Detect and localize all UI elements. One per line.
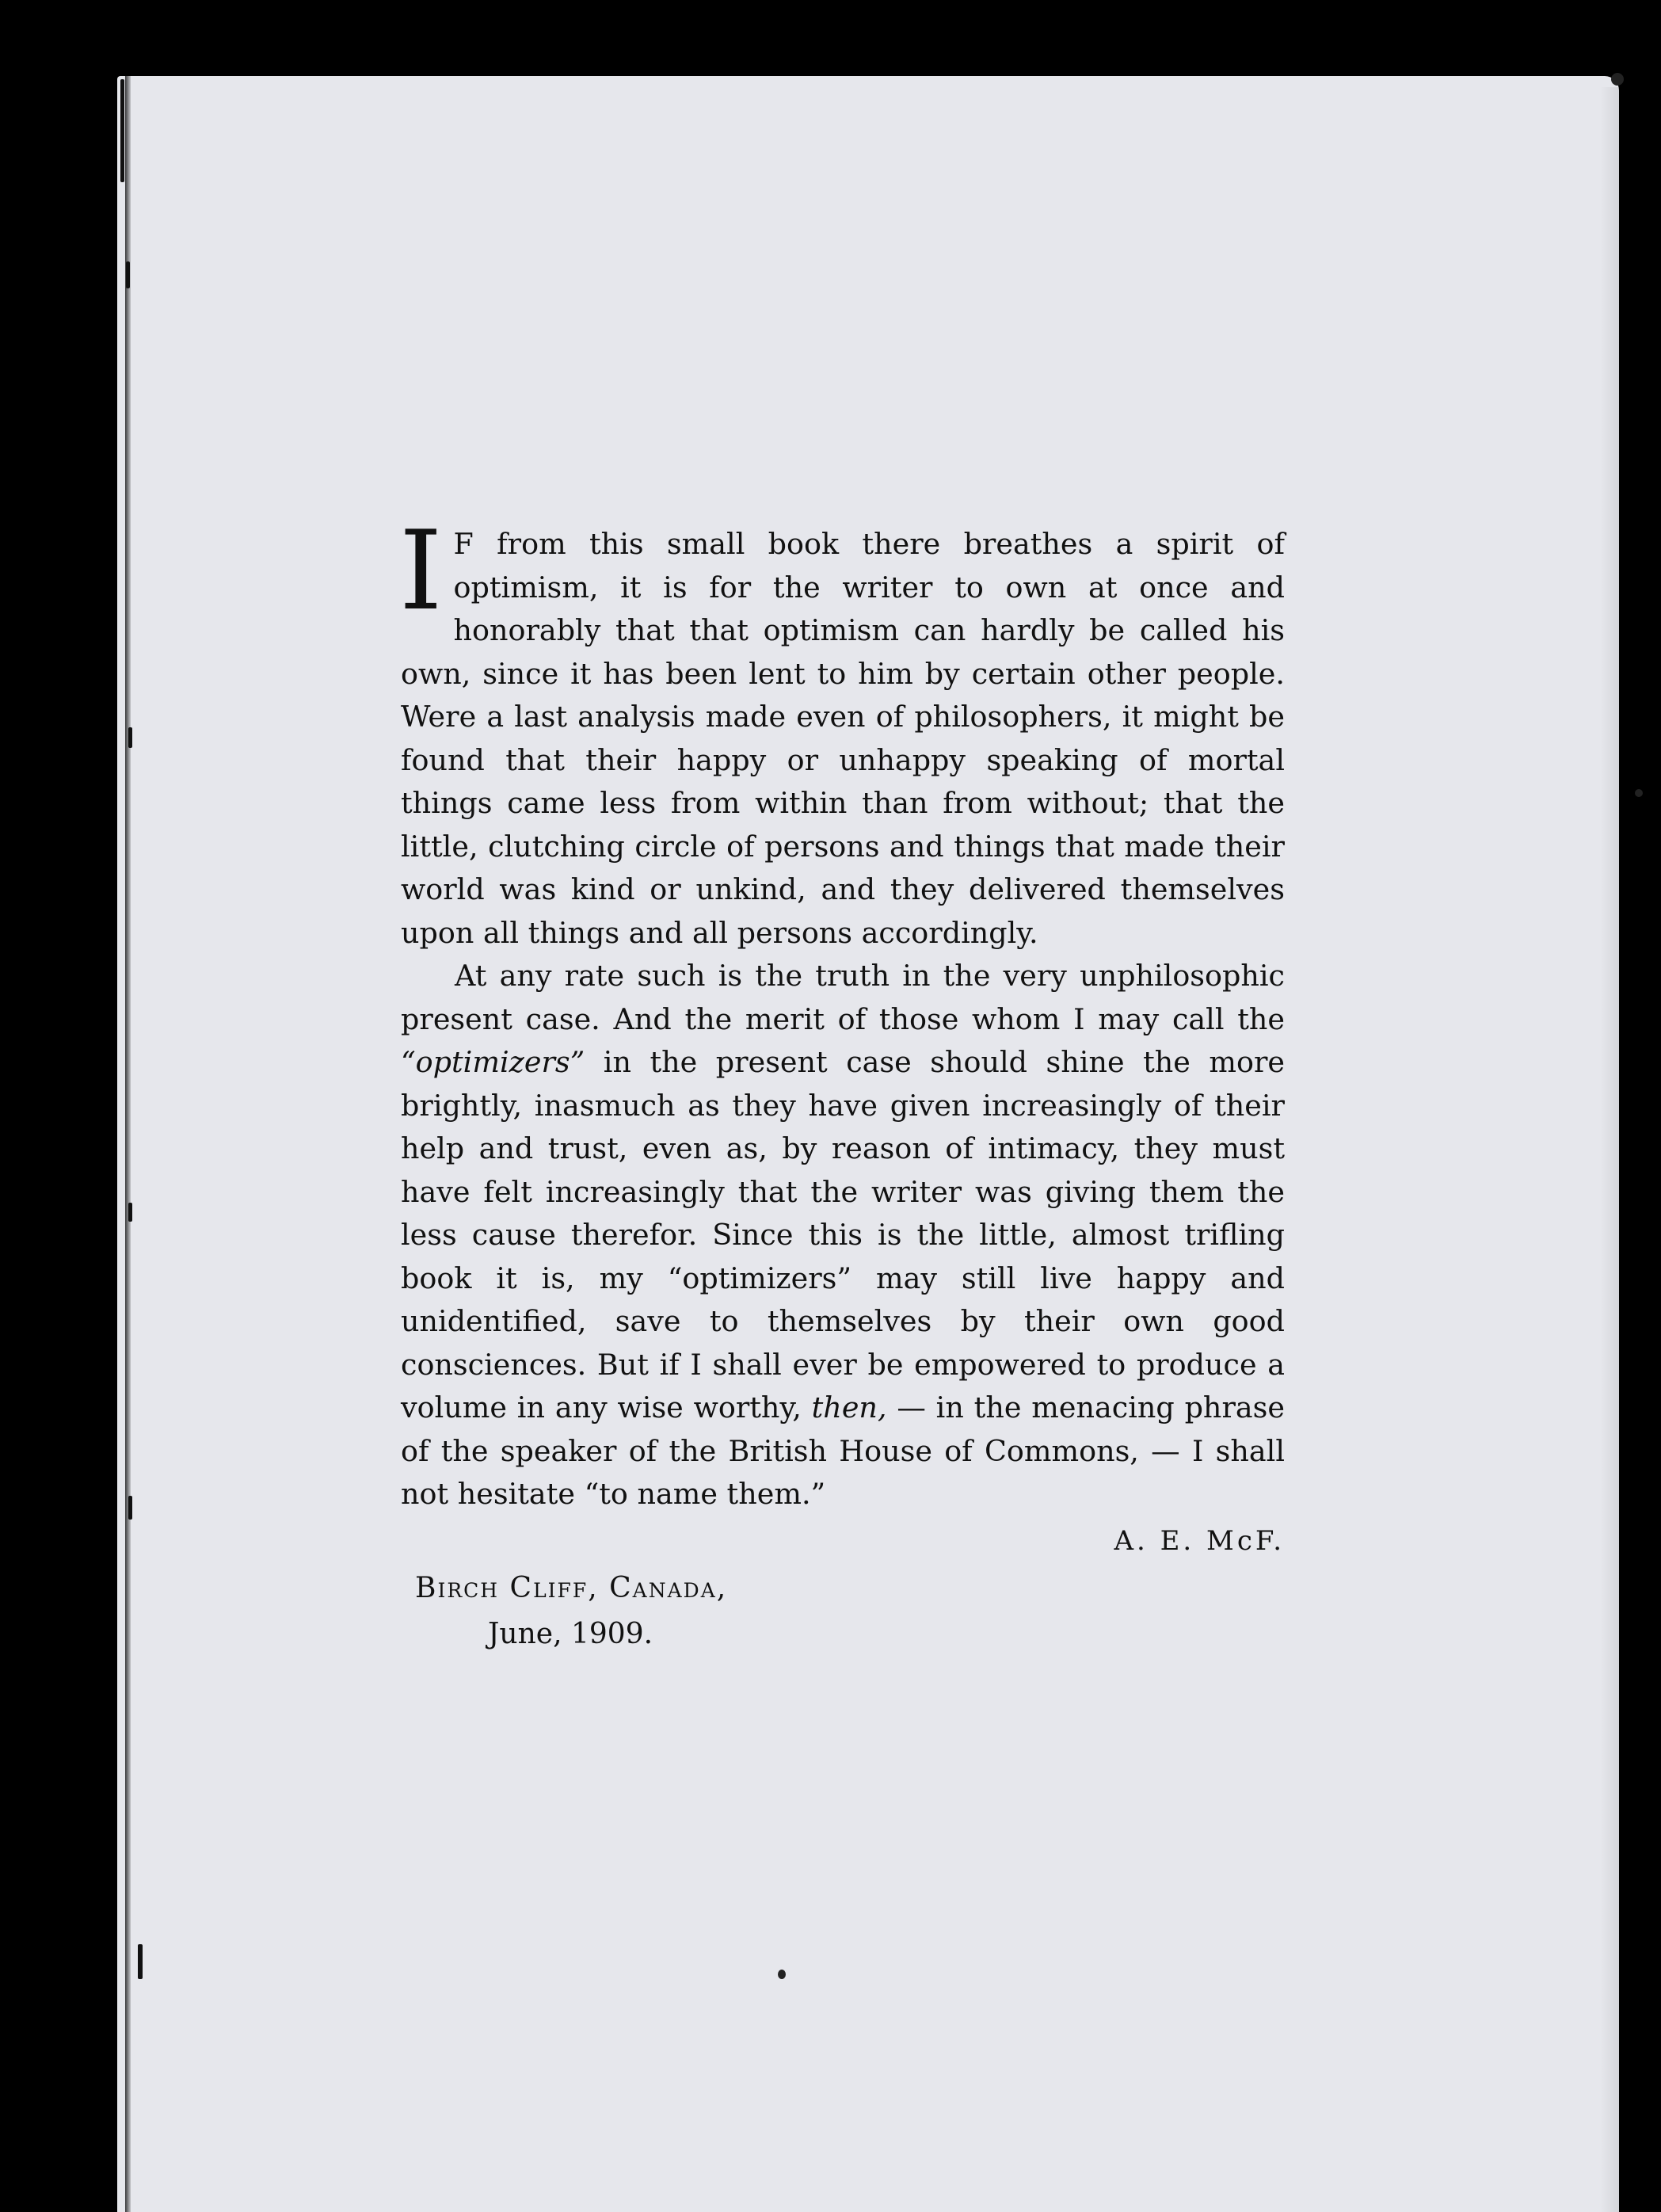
- paragraph-1-text: F from this small book there breathes a spirit of optimism, it is for the writer to own at once and honorably that that optimism can hardly be called his own, since it has been lent to him by certain other people. Were a last analysis made even of philosophers, it might be found that their happy or unhappy speaking of mortal things came less from within than from without; that the little, clutching circle of persons and things that made their world was kind or unkind, and they delivered themselves upon all things and all persons accordingly.: [401, 527, 1285, 950]
- gutter-mark: [138, 1944, 143, 1979]
- paragraph-2-text-c: — in the menacing phrase of the speaker of the British House of Commons, — I shall not hesitate “to name them.”: [401, 1390, 1285, 1511]
- scan-speck: [1635, 789, 1643, 797]
- optimizers-italic: “optimizers”: [401, 1045, 585, 1079]
- gutter-mark: [126, 261, 130, 288]
- dateline-date: June, 1909.: [488, 1618, 653, 1650]
- dateline: [415, 1566, 727, 1657]
- page-edge-shadow: [1600, 87, 1619, 2212]
- paragraph-2-text-a: At any rate such is the truth in the very unphilosophic present case. And the merit of those whom I may call the: [401, 959, 1285, 1036]
- preface-paragraph-1: [399, 507, 1285, 955]
- preface-text: [399, 507, 1285, 1562]
- scan-speck: [1611, 73, 1624, 86]
- gutter-mark: [120, 79, 124, 182]
- paragraph-2-text-b: in the present case should shine the more brightly, inasmuch as they have given increasingly of their help and trust, even as, by reason of intimacy, they must have felt increasingly that the writer was giving them the less cause therefor. Since this is the little, almost trifling book it is, my “optimizers” may still live happy and unidentified, save to themselves by their own good consciences. But if I shall ever be empowered to produce a volume in any wise worthy,: [401, 1045, 1285, 1424]
- gutter-mark: [128, 1203, 132, 1222]
- gutter-mark: [128, 727, 132, 748]
- then-italic: then,: [811, 1390, 887, 1424]
- preface-paragraph-2: [401, 955, 1285, 1516]
- author-signature: A. E. McF.: [1114, 1524, 1285, 1557]
- dateline-place: Birch Cliff, Canada,: [415, 1572, 728, 1604]
- gutter-mark: [128, 1496, 132, 1520]
- scan-speck: [778, 1970, 786, 1979]
- binding-gutter: [125, 76, 131, 2212]
- drop-cap: I: [399, 507, 443, 635]
